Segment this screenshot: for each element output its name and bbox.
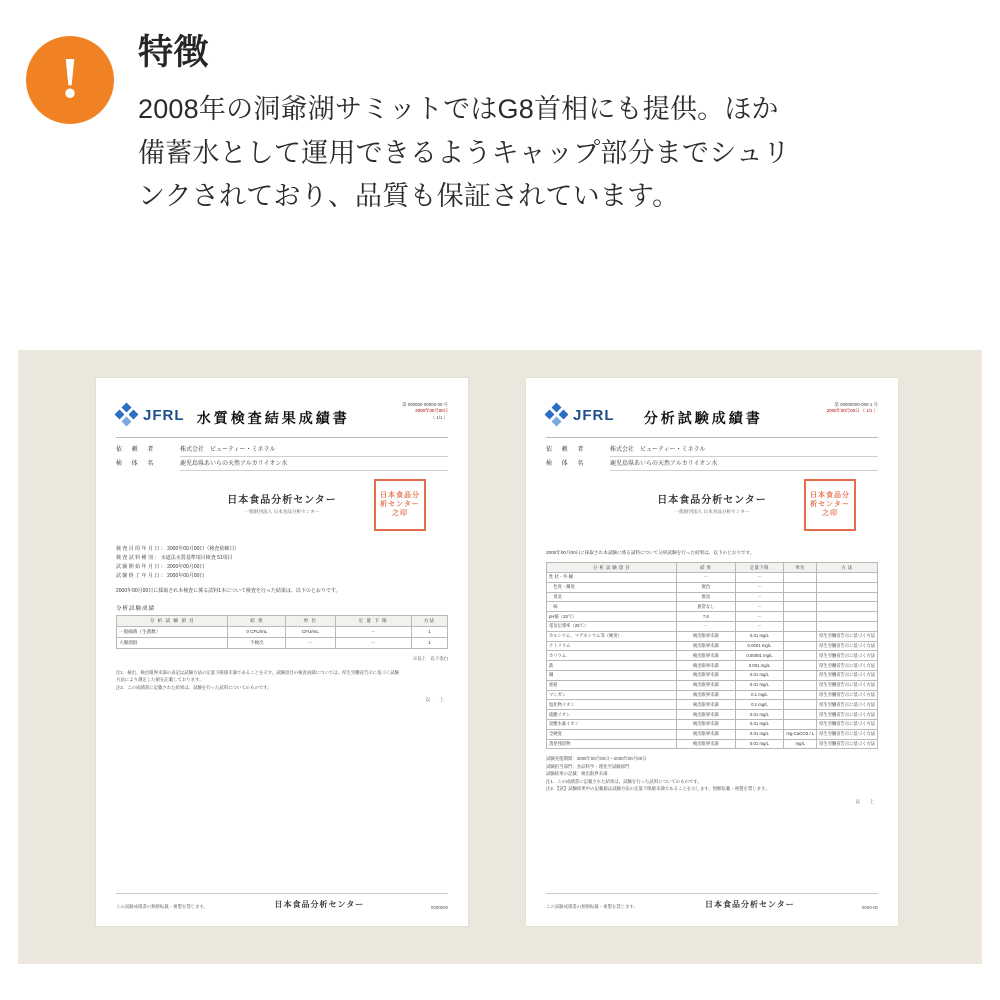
water-quality-certificate[interactable] [96,378,468,926]
jfrl-logo [546,396,615,426]
note-line: 試験担当部門：食品科学・理化学試験部門 [546,763,630,769]
table-cell: － [735,621,784,631]
note-line: 試験実施期間：2000年00月00日～2000年00月00日 [546,756,647,762]
footer-left-text: この試験成績書の無断転載・複製を禁じます。 [116,904,208,909]
table-cell: 無臭 [677,592,735,602]
table-cell: 検出限界未満 [677,651,735,661]
table-row [547,670,878,680]
table-row [547,602,878,612]
issuer-name-sub: 一般財団法人 日本食品分析センター [674,509,750,515]
table-cell: 0.01 mg/L [735,739,784,749]
field-value: 鹿児島県あいらの天然アルカリイオン水 [180,459,448,471]
info-line: 検 査 目 的 年 月 日 ： 2000年00月00日（検査依頼日） [116,546,240,553]
table-cell: 塩化物イオン [547,700,677,710]
table-cell: 0.00001 mg/L [735,651,784,661]
table-cell [784,592,817,602]
table-header-cell: 分 析 試 験 項 目 [117,616,228,627]
table-cell: － [735,582,784,592]
table-cell [784,631,817,641]
document-title: 分析試験成績書 [643,410,763,426]
table-cell: 0.01 mg/L [735,719,784,729]
table-cell [784,602,817,612]
table-cell: － [677,572,735,582]
issuer-name-sub: 一般財団法人 日本食品分析センター [244,509,320,515]
table-cell [817,572,878,582]
table-cell [784,700,817,710]
table-cell [784,719,817,729]
footer-issuer [208,899,431,910]
table-row [117,638,448,649]
table-row [547,572,878,582]
table-cell: 0.0001 mg/L [735,641,784,651]
table-cell [784,670,817,680]
table-cell: 厚生労働省告示に基づく方法 [817,710,878,720]
table-header-cell: 結 果 [677,563,735,573]
table-cell [817,592,878,602]
table-cell: 7.8 [677,612,735,622]
issuer-stamp-area [546,477,878,539]
logo-text: JFRL [573,406,615,424]
exclamation-mark: ! [60,45,80,110]
table-cell: カルシウム、マグネシウム等（硬度） [547,631,677,641]
table-cell: 厚生労働省告示に基づく方法 [817,641,878,651]
document-footer [116,893,448,910]
field-label: 検 体 名 [116,461,158,468]
table-cell: pH値（25℃） [547,612,677,622]
table-cell: － [335,638,411,649]
table-cell [784,612,817,622]
table-cell [784,641,817,651]
table-cell: － [735,612,784,622]
table-cell: 検出限界未満 [677,690,735,700]
table-cell: 0.001 mg/L [735,661,784,671]
certificates-panel [18,350,982,964]
table-cell: 検出限界未満 [677,631,735,641]
table-cell [784,661,817,671]
field-row-sample [546,459,878,471]
table-row [547,710,878,720]
field-label: 依 頼 者 [546,447,588,453]
field-row-client [546,445,878,457]
table-cell: 味 [547,602,677,612]
table-cell [817,582,878,592]
field-label: 検 体 名 [546,461,588,468]
table-cell [784,582,817,592]
table-row [547,729,878,739]
table-cell: 1 [411,638,447,649]
table-cell: 0.01 mg/L [735,729,784,739]
table-cell: 大腸菌群 [117,638,228,649]
field-value: 株式会社 ビューティー・ミネラル [610,445,878,457]
table-cell: 一般細菌（生菌数） [117,627,228,638]
info-line: 試 験 終 了 年 月 日 ： 2000年00月00日 [116,573,205,580]
table-cell: 1 [411,627,447,638]
document-notes [116,669,448,691]
field-value: 鹿児島県あいらの天然アルカリイオン水 [610,459,878,471]
table-cell: － [286,638,335,649]
table-cell: 0.1 mg/L [735,700,784,710]
footer-issuer-name: 日本食品分析センター [274,900,365,909]
table-header-cell: 結 果 [228,616,286,627]
table-cell: 0.01 mg/L [735,670,784,680]
table-cell: 厚生労働省告示に基づく方法 [817,670,878,680]
table-cell: 全硬度 [547,729,677,739]
document-footer [546,893,878,910]
table-cell: 検出限界未満 [677,661,735,671]
official-seal-icon: 日本食品分析センター之印 [374,479,426,531]
table-cell: カリウム [547,651,677,661]
document-notes [546,755,878,792]
table-cell: 銅 [547,670,677,680]
table-row [547,651,878,661]
table-cell: CFU/mL [286,627,335,638]
note-line: 試験結果の記載：検出限界未満 [546,771,608,777]
inspection-info [116,545,448,581]
intro-paragraph: 2000年00月00日に採取され本試験に係る試料について分析試験を行った結果は、以下のとおりです。 [546,550,755,556]
closing-mark: 以 上 [855,798,878,804]
note-line: 注1．この成績書に記載された結果は、試験を行った試料についてのものです。 [546,778,702,784]
feature-section [0,0,1000,219]
table-cell: 臭気 [547,592,677,602]
table-cell: 検出限界未満 [677,710,735,720]
table-row [117,627,448,638]
footer-left-text: この試験成績書の無断転載・複製を禁じます。 [546,904,638,909]
table-row [547,700,878,710]
table-cell [817,621,878,631]
lead-paragraph: 2000年00月00日に採取され本検査に係る試料1本について検査を行った結果は、以下のとおりです。 [116,588,341,595]
footer-right-text: 0000000 [430,905,448,910]
results-section-label: 分析試験成績 [116,606,156,613]
table-cell: 厚生労働省告示に基づく方法 [817,651,878,661]
table-header-cell: 定量下限 [735,563,784,573]
table-cell: mg/L [784,739,817,749]
note-line: 方法により測定した値を記載しております。 [116,677,204,683]
table-cell: 厚生労働省告示に基づく方法 [817,719,878,729]
table-cell: － [735,572,784,582]
table-cell: マンガン [547,690,677,700]
table-cell: 厚生労働省告示に基づく方法 [817,739,878,749]
table-cell: ナトリウム [547,641,677,651]
issuer-name [227,491,337,515]
field-row-client [116,445,448,457]
meta-number: 2000年00月00日 [415,408,448,414]
table-row [547,680,878,690]
table-row [547,739,878,749]
table-cell: 亜鉛 [547,680,677,690]
table-cell: 厚生労働省告示に基づく方法 [817,661,878,671]
analysis-table-body [547,572,878,748]
table-cell [784,690,817,700]
results-table [116,615,448,649]
table-cell: － [735,592,784,602]
document-meta [792,396,878,415]
table-cell: 検出限界未満 [677,739,735,749]
exclamation-badge-icon [26,36,114,124]
table-cell: 厚生労働省告示に基づく方法 [817,680,878,690]
table-cell [784,710,817,720]
info-line: 試 験 開 始 年 月 日 ： 2000年00月00日 [116,564,205,571]
table-cell: 検出限界未満 [677,680,735,690]
table-cell: 炭酸水素イオン [547,719,677,729]
table-row [547,592,878,602]
table-cell: 異常なし [677,602,735,612]
diamond-logo-icon [546,404,568,426]
feature-body: 2008年の洞爺湖サミットではG8首相にも提供。ほか備蓄水として運用できるようキャップ部分までシュリンクされており、品質も保証されています。 [138,94,791,212]
issuer-name-main: 日本食品分析センター [227,495,337,507]
table-row [547,661,878,671]
table-cell [817,612,878,622]
table-cell: 性 状・外 観 [547,572,677,582]
field-label: 依 頼 者 [116,447,158,453]
field-value: 株式会社 ビューティー・ミネラル [180,445,448,457]
meta-sub: （ 1/1 ） [430,414,448,420]
divider [546,437,878,438]
analysis-certificate[interactable] [526,378,898,926]
closing-mark: 以 上 [425,697,448,703]
table-cell: 0 CFU/mL [228,627,286,638]
footer-issuer [638,899,862,910]
table-row [547,719,878,729]
table-cell: 厚生労働省告示に基づく方法 [817,690,878,700]
meta-label: 第 00000000-000-1 号 [834,402,878,407]
official-seal-icon: 日本食品分析センター之印 [804,479,856,531]
table-cell: 鉄 [547,661,677,671]
table-cell: 検出限界未満 [677,719,735,729]
issuer-name-main: 日本食品分析センター [657,495,767,507]
feature-title: 特徴 [138,33,210,72]
table-cell: 色度・濁度 [547,582,677,592]
table-header-cell: 分 析 試 験 項 目 [547,563,677,573]
table-header-cell: 方法 [411,616,447,627]
document-header [546,396,878,428]
table-cell: 不検出 [228,638,286,649]
note-line: 注2．この成績書に記載された結果は、試験を行った試料についてのものです。 [116,684,272,690]
divider [116,437,448,438]
table-header-cell: 単 位 [286,616,335,627]
table-cell: 0.01 mg/L [735,631,784,641]
table-row [547,582,878,592]
table-row [547,612,878,622]
table-cell: 0.1 mg/L [735,690,784,700]
table-row [547,641,878,651]
note-line: 注1．検出、検出限界未満の表記は試験方法の定量下限値未満であることを示す。試験項目の検査成績については、厚生労働省告示に基づく試験 [116,669,400,675]
document-meta [362,396,448,421]
note-line: 注2．【表】試験結果中の記載値は試験方法の定量下限値未満であることを示します。無断転載・複製を禁じます。 [546,786,770,792]
table-cell [784,680,817,690]
meta-number: 2000年00月00日 （ 1/1 ） [826,408,878,414]
table-cell: 検出限界未満 [677,641,735,651]
logo-text: JFRL [143,406,185,424]
table-header-row [547,563,878,573]
table-row [547,690,878,700]
table-header-row [117,616,448,627]
diamond-logo-icon [116,404,138,426]
table-header-cell: 単位 [784,563,817,573]
table-cell [784,621,817,631]
table-cell: mg-CaCO3 / L [784,729,817,739]
table-row [547,621,878,631]
field-row-sample [116,459,448,471]
table-note: ※以上 以下余白 [412,656,448,662]
jfrl-logo [116,396,185,426]
table-cell [784,572,817,582]
document-title: 水質検査結果成績書 [196,410,350,426]
table-cell: 0.01 mg/L [735,710,784,720]
table-cell [817,602,878,612]
issuer-stamp-area [116,477,448,539]
table-cell [784,651,817,661]
table-cell: － [735,602,784,612]
table-cell: 厚生労働省告示に基づく方法 [817,700,878,710]
meta-label: 第 000000-00000-00 号 [402,402,448,407]
table-cell: 検出限界未満 [677,700,735,710]
issuer-name [657,491,767,515]
table-row [547,631,878,641]
analysis-results-table [546,562,878,749]
table-cell: 蒸発残留物 [547,739,677,749]
table-cell: 厚生労働省告示に基づく方法 [817,631,878,641]
table-cell: 無色 [677,582,735,592]
table-cell: 厚生労働省告示に基づく方法 [817,729,878,739]
table-cell: 検出限界未満 [677,670,735,680]
table-cell: 電気伝導率（25℃） [547,621,677,631]
footer-right-text: 0000-00 [861,905,878,910]
info-line: 検 査 試 料 種 別 ： 水道法水質基準項目検査 51項目 [116,555,233,562]
table-header-cell: 方 法 [817,563,878,573]
footer-issuer-name: 日本食品分析センター [705,900,795,909]
table-header-cell: 定 量 下 限 [335,616,411,627]
table-cell: － [677,621,735,631]
table-cell: 0.01 mg/L [735,680,784,690]
table-cell: － [335,627,411,638]
document-header [116,396,448,428]
table-cell: 硫酸イオン [547,710,677,720]
table-cell: 検出限界未満 [677,729,735,739]
